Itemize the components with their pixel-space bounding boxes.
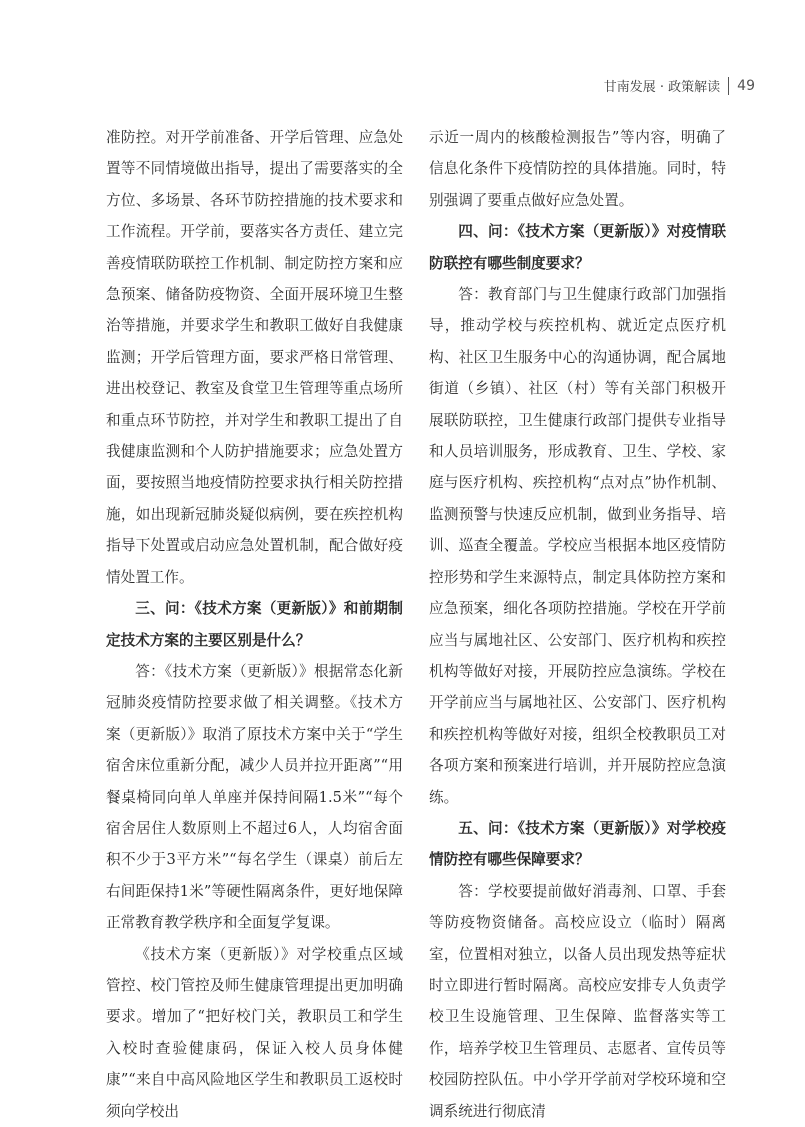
left-column: [106, 122, 403, 1127]
question-heading: 三、问：《技术方案（更新版）》和前期制定技术方案的主要区别是什么？: [106, 600, 403, 649]
page-number: 49: [737, 77, 755, 94]
header-divider: [728, 77, 729, 95]
paragraph-continuation: 示近一周内的核酸检测报告”等内容，明确了信息化条件下疫情防控的具体措施。同时，特别强调了要重点做好应急处置。: [429, 129, 726, 209]
page-header: [604, 76, 755, 95]
section-title: 甘南发展 · 政策解读: [603, 80, 721, 95]
right-column: [429, 122, 726, 1127]
question-heading: 四、问：《技术方案（更新版）》对疫情联防联控有哪些制度要求？: [429, 223, 726, 272]
answer-paragraph: 答：学校要提前做好消毒剂、口罩、手套等防疫物资储备。高校应设立（临时）隔离室，位置相对独立，以备人员出现发热等症状时立即进行暂时隔离。高校应安排专人负责学校卫生设施管理、卫生保障、监督落实等工作，培养学校卫生管理员、志愿者、宣传员等校园防控队伍。中小学开学前对学校环境和空调系统进行彻底清: [429, 882, 726, 1120]
answer-paragraph: 答：教育部门与卫生健康行政部门加强指导，推动学校与疾控机构、就近定点医疗机构、社区卫生服务中心的沟通协调，配合属地街道（乡镇）、社区（村）等有关部门积极开展联防联控，卫生健康行政部门提供专业指导和人员培训服务，形成教育、卫生、学校、家庭与医疗机构、疾控机构“点对点”协作机制、监测预警与快速反应机制，做到业务指导、培训、巡查全覆盖。学校应当根据本地区疫情防控形势和学生来源特点，制定具体防控方案和应急预案，细化各项防控措施。学校在开学前应当与属地社区、公安部门、医疗机构和疾控机构等做好对接，开展防控应急演练。学校在开学前应当与属地社区、公安部门、医疗机构和疾控机构等做好对接，组织全校教职员工对各项方案和预案进行培训，并开展防控应急演练。: [429, 286, 726, 806]
body-paragraph: 《技术方案（更新版）》对学校重点区域管控、校门管控及师生健康管理提出更加明确要求。增加了“把好校门关，教职员工和学生入校时查验健康码，保证入校人员身体健康”“来自中高风险地区学生和教职员工返校时须向学校出: [106, 945, 403, 1120]
question-heading: 五、问：《技术方案（更新版）》对学校疫情防控有哪些保障要求？: [429, 819, 726, 869]
answer-paragraph: 答：《技术方案（更新版）》根据常态化新冠肺炎疫情防控要求做了相关调整。《技术方案（更新版）》取消了原技术方案中关于“学生宿舍床位重新分配，减少人员并拉开距离”“用餐桌椅同向单人单座并保持间隔1.5米”“每个宿舍居住人数原则上不超过6人，人均宿舍面积不少于3平方米”“每名学生（课桌）前后左右间距保持1米”等硬性隔离条件，更好地保障正常教育教学秩序和全面复学复课。: [106, 662, 403, 932]
paragraph-continuation: 准防控。对开学前准备、开学后管理、应急处置等不同情境做出指导，提出了需要落实的全方位、多场景、各环节防控措施的技术要求和工作流程。开学前，要落实各方责任、建立完善疫情联防联控工作机制、制定防控方案和应急预案、储备防疫物资、全面开展环境卫生整治等措施，并要求学生和教职工做好自我健康监测；开学后管理方面，要求严格日常管理、进出校登记、教室及食堂卫生管理等重点场所和重点环节防控，并对学生和教职工提出了自我健康监测和个人防护措施要求；应急处置方面，要按照当地疫情防控要求执行相关防控措施，如出现新冠肺炎疑似病例，要在疾控机构指导下处置或启动应急处置机制，配合做好疫情处置工作。: [106, 129, 403, 586]
